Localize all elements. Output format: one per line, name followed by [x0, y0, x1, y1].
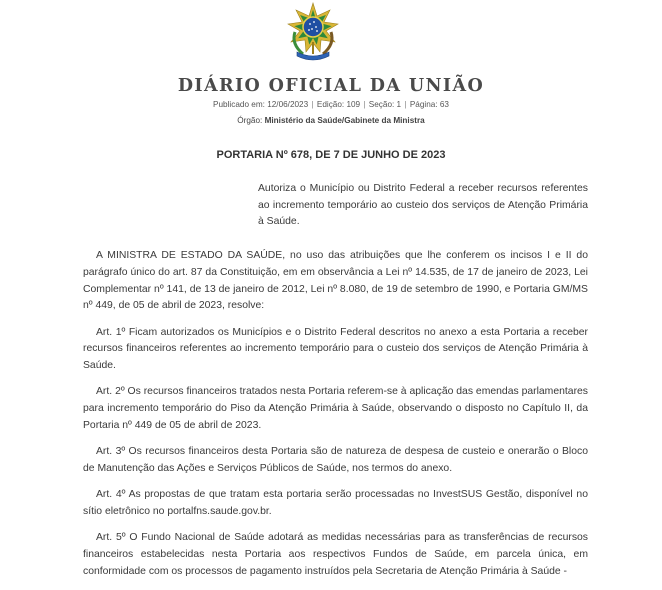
- act-body: [83, 248, 588, 590]
- article-4-paragraph: Art. 4º As propostas de que tratam esta portaria serão processadas no InvestSUS Gestão, disponível no sítio eletrônico no portalfns.saude.gov.br.: [83, 489, 588, 517]
- preamble-paragraph: A MINISTRA DE ESTADO DA SAÚDE, no uso das atribuições que lhe conferem os incisos I e II do parágrafo único do art. 87 da Constituição, em em observância a Lei nº 14.535, de 17 de janeiro de 2023, Lei Complementar nº 141, de 13 de janeiro de 2012, Lei nº 8.080, de 19 de setembro de 1990, e Portaria GM/MS nº 449, de 05 de abril de 2023, resolve:: [83, 250, 588, 312]
- act-summary: Autoriza o Município ou Distrito Federal a receber recursos referentes ao incremento temporário ao custeio dos serviços de Atenção Primária à Saúde.: [258, 183, 588, 227]
- publication-info: Publicado em: 12/06/2023 | Edição: 109 | Seção: 1 | Página: 63: [213, 100, 449, 109]
- organ-value: Ministério da Saúde/Gabinete da Ministra: [264, 116, 425, 125]
- coat-of-arms-icon: [283, 2, 343, 64]
- organ-label: Órgão:: [237, 116, 263, 125]
- act-title: PORTARIA Nº 678, DE 7 DE JUNHO DE 2023: [216, 149, 446, 161]
- article-2-paragraph: Art. 2º Os recursos financeiros tratados nesta Portaria referem-se à aplicação das emendas parlamentares para incremento temporário do Piso da Atenção Primária à Saúde, observando o disposto no Capítulo II, da Portaria nº 449 de 05 de abril de 2023.: [83, 386, 588, 431]
- article-5-paragraph: Art. 5º O Fundo Nacional de Saúde adotará as medidas necessárias para as transferências de recursos financeiros estabelecidas nesta Portaria aos respectivos Fundos de Saúde, em parcela única, em conformidade com os processos de pagamento instruídos pela Secretaria de Atenção Primária à Saúde -: [83, 532, 588, 577]
- page-number: Página: 63: [409, 100, 449, 109]
- section-number: Seção: 1: [368, 100, 402, 109]
- published-date: Publicado em: 12/06/2023: [213, 100, 309, 109]
- article-3-paragraph: Art. 3º Os recursos financeiros desta Portaria são de natureza de despesa de custeio e onerarão o Bloco de Manutenção das Ações e Serviços Públicos de Saúde, nos termos do anexo.: [83, 446, 588, 474]
- edition-number: Edição: 109: [316, 100, 361, 109]
- article-1-paragraph: Art. 1º Ficam autorizados os Municípios e o Distrito Federal descritos no anexo a esta Portaria a receber recursos financeiros referentes ao incremento temporário para o custeio dos serviços de Atenção Primária à Saúde.: [83, 326, 588, 372]
- newspaper-title: DIÁRIO OFICIAL DA UNIÃO: [177, 76, 485, 96]
- issuing-organ: [0, 116, 662, 125]
